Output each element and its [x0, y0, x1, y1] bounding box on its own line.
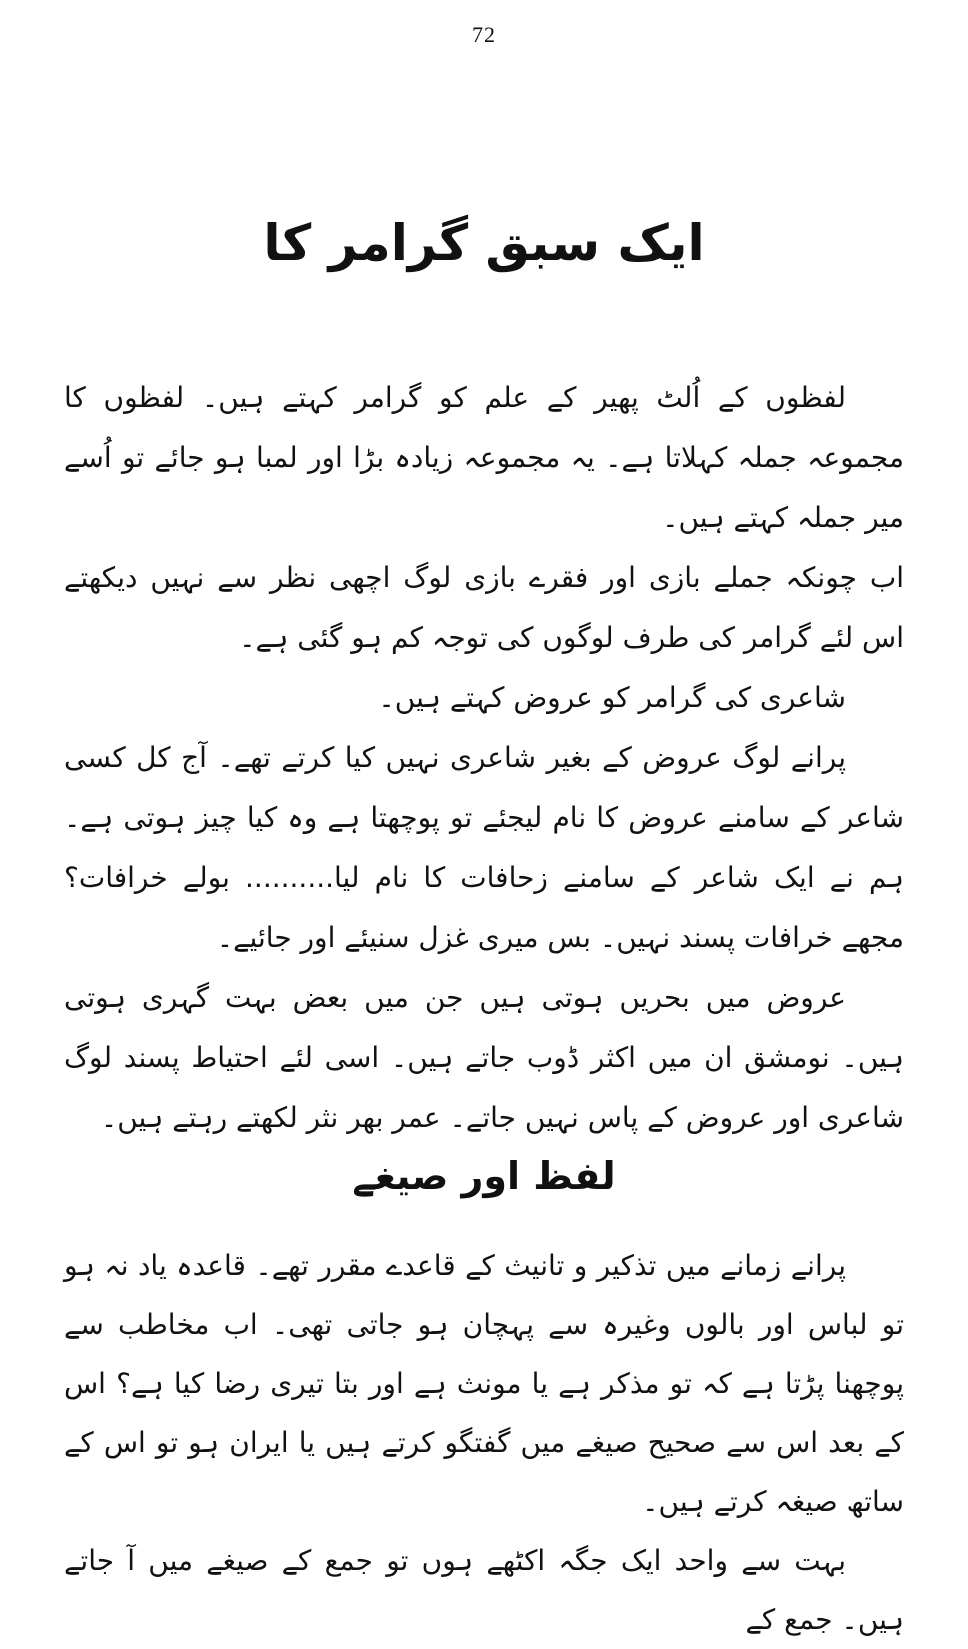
- paragraph: اب چونکہ جملے بازی اور فقرے بازی لوگ اچھی نظر سے نہیں دیکھتے اس لئے گرامر کی طرف لوگوں کی توجہ کم ہو گئی ہے۔: [64, 561, 904, 654]
- page-number: 72: [472, 22, 496, 47]
- section-body: [64, 1236, 904, 1649]
- paragraph: عروض میں بحریں ہوتی ہیں جن میں بعض بہت گہری ہوتی ہیں۔ نومشق ان میں اکثر ڈوب جاتے ہیں۔ اسی لئے احتیاط پسند لوگ شاعری اور عروض کے پاس نہیں جاتے۔ عمر بھر نثر لکھتے رہتے ہیں۔: [64, 981, 904, 1134]
- paragraph: شاعری کی گرامر کو عروض کہتے ہیں۔: [378, 681, 846, 714]
- paragraph: بہت سے واحد ایک جگہ اکٹھے ہوں تو جمع کے صیغے میں آ جاتے ہیں۔ جمع کے: [64, 1544, 904, 1636]
- paragraph: پرانے لوگ عروض کے بغیر شاعری نہیں کیا کرتے تھے۔ آج کل کسی شاعر کے سامنے عروض کا نام لیجئے تو پوچھتا ہے وہ کیا چیز ہوتی ہے۔ ہم نے ایک شاعر کے سامنے زحافات کا نام لیا.......... بولے خرافات؟ مجھے خرافات پسند نہیں۔ بس میری غزل سنیئے اور جائیے۔: [64, 741, 904, 954]
- paragraph: پرانے زمانے میں تذکیر و تانیث کے قاعدے مقرر تھے۔ قاعدہ یاد نہ ہو تو لباس اور بالوں وغیرہ سے پہچان ہو جاتی تھی۔ اب مخاطب سے پوچھنا پڑتا ہے کہ تو مذکر ہے یا مونث ہے اور بتا تیری رضا کیا ہے؟ اس کے بعد اس سے صحیح صیغے میں گفتگو کرتے ہیں یا ایران ہو تو اس کے ساتھ صیغہ کرتے ہیں۔: [64, 1249, 904, 1518]
- paragraph: لفظوں کے اُلٹ پھیر کے علم کو گرامر کہتے ہیں۔ لفظوں کا مجموعہ جملہ کہلاتا ہے۔ یہ مجموعہ زیادہ بڑا اور لمبا ہو جائے تو اُسے میر جملہ کہتے ہیں۔: [64, 381, 904, 534]
- section-heading: لفظ اور صیغے: [352, 1154, 616, 1198]
- chapter-title: ایک سبق گرامر کا: [263, 214, 705, 272]
- chapter-body: [64, 368, 904, 1148]
